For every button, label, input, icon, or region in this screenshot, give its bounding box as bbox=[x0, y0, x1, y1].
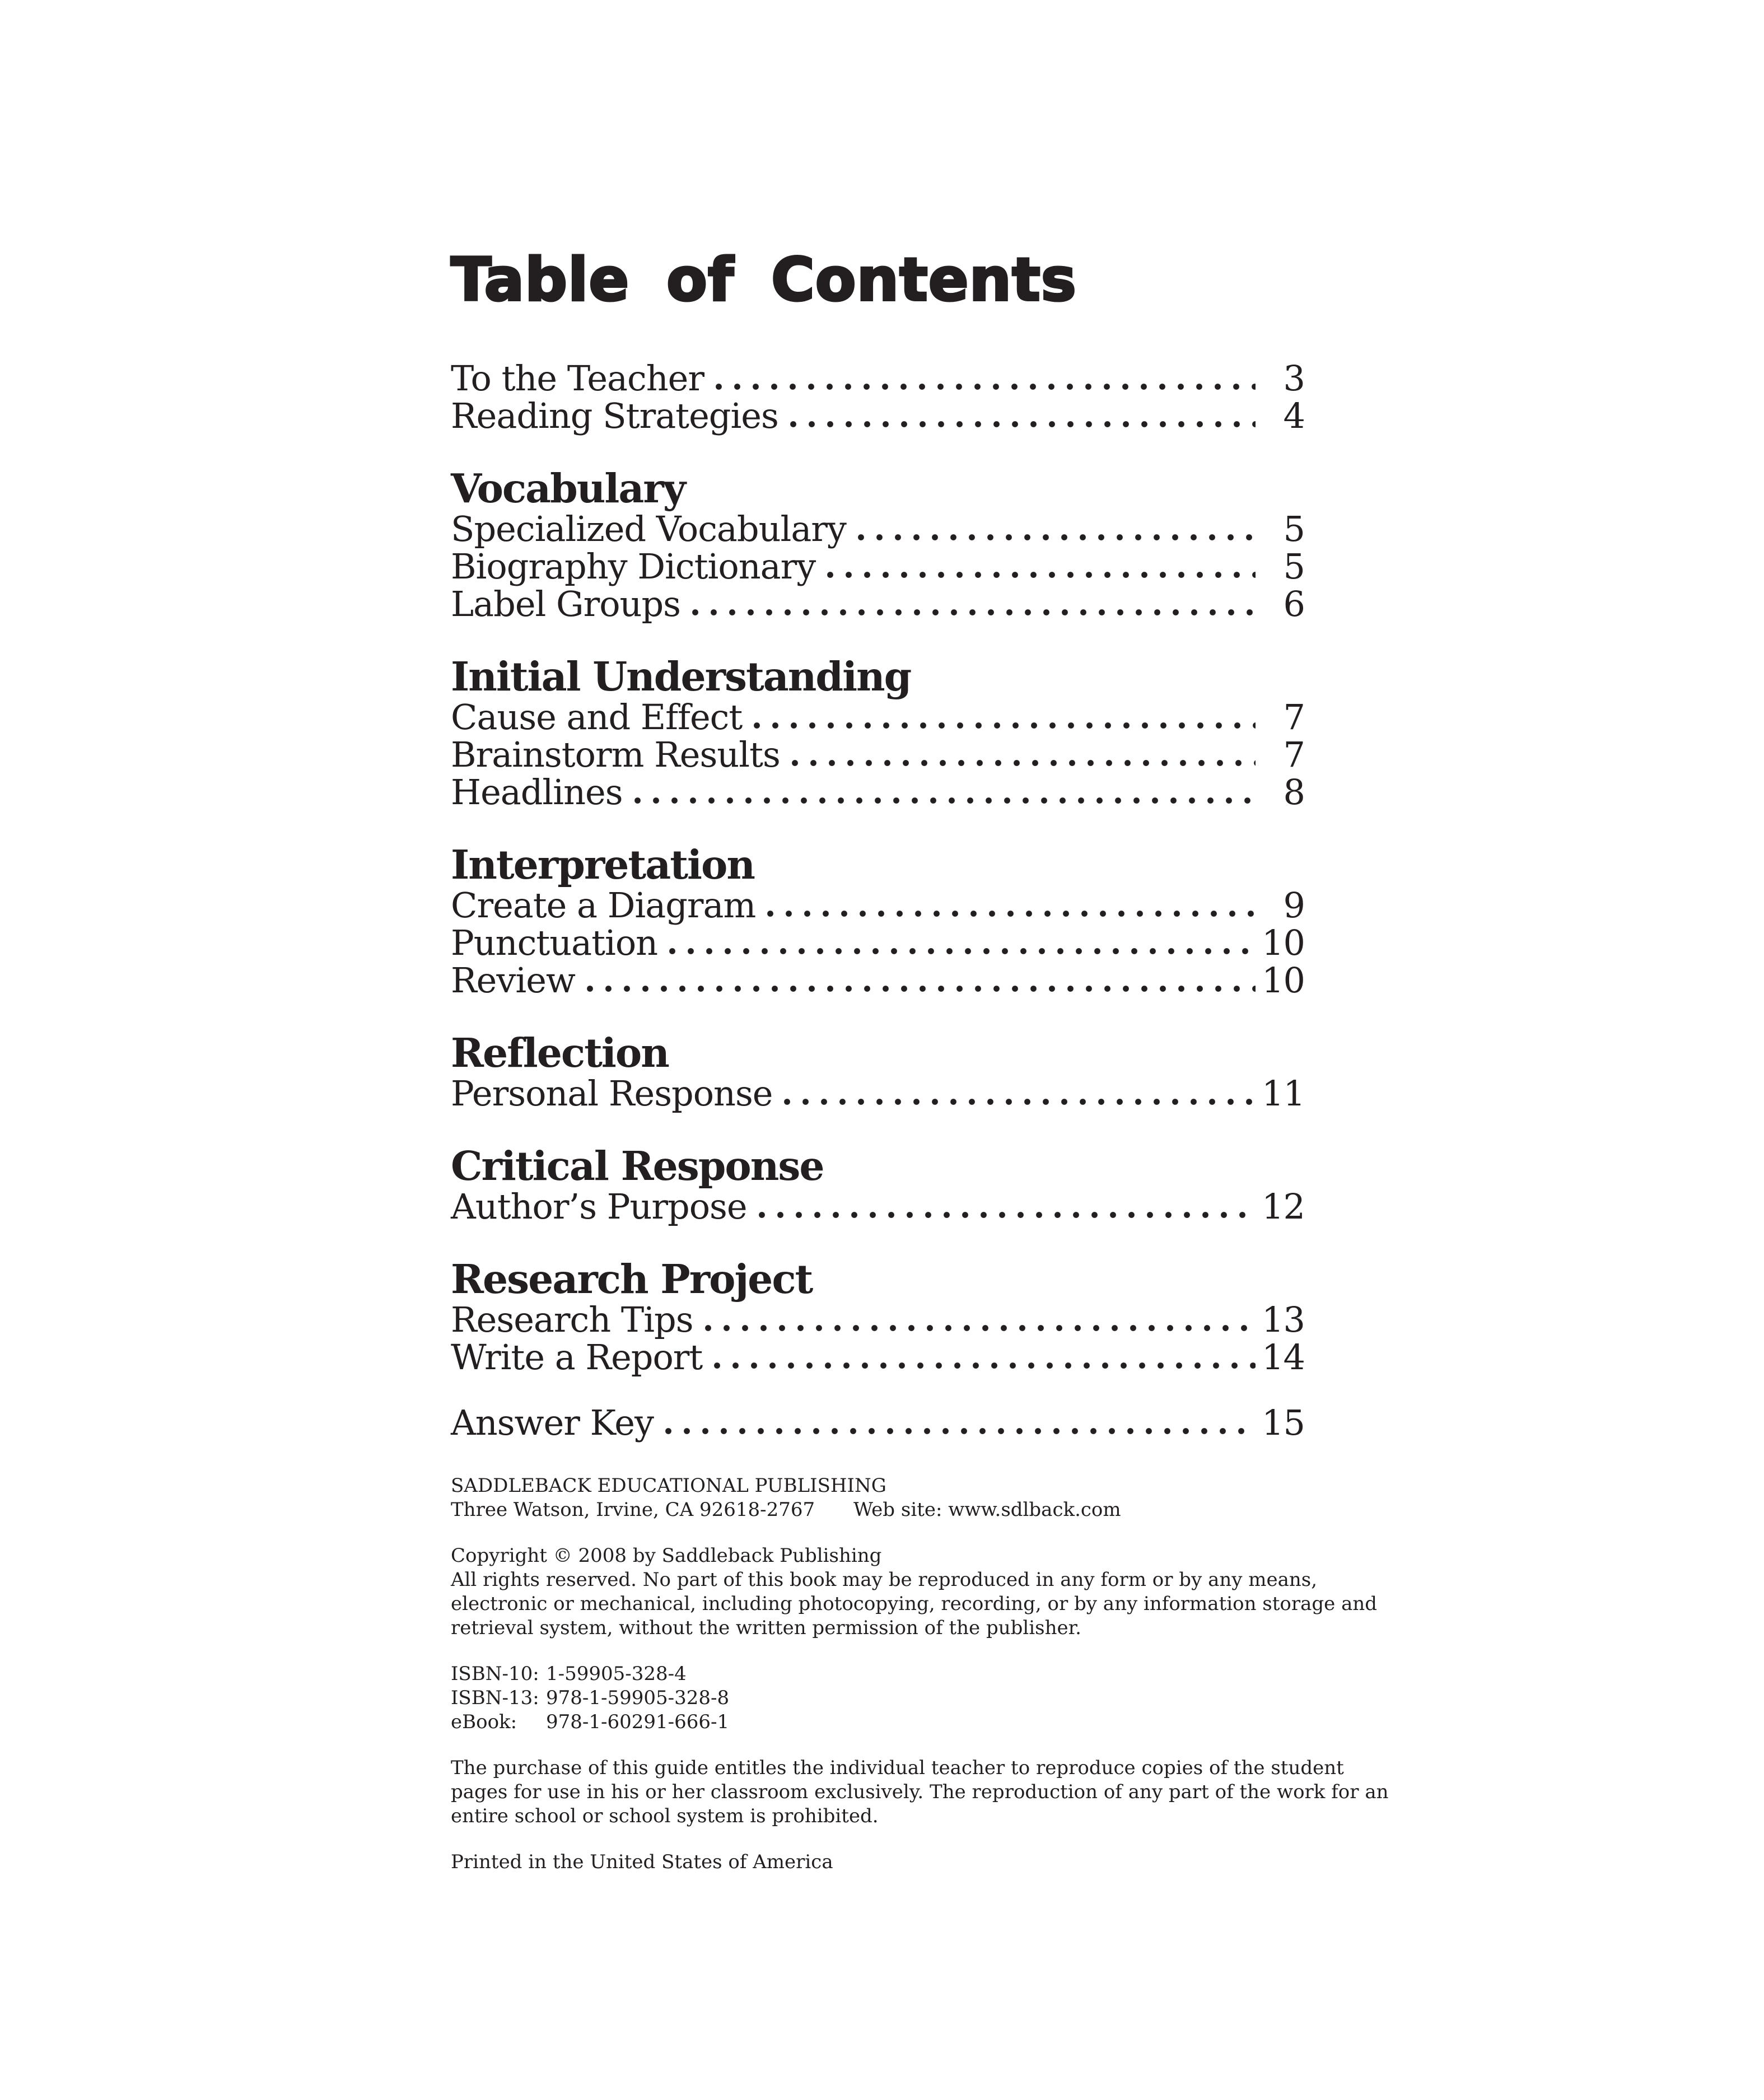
copyright-line: Copyright © 2008 by Saddleback Publishing bbox=[451, 1544, 882, 1567]
page-title: Table of Contents bbox=[451, 245, 1077, 314]
toc-entry-label: Punctuation bbox=[451, 922, 658, 963]
toc-entry-label: Create a Diagram bbox=[451, 885, 756, 926]
toc-entry-label: Research Tips bbox=[451, 1299, 693, 1340]
toc-entry-page: 8 bbox=[1283, 772, 1305, 813]
dot-leader bbox=[715, 383, 1256, 390]
section-heading: Critical Response bbox=[451, 1142, 824, 1189]
toc-entry-page: 13 bbox=[1262, 1299, 1305, 1340]
section-heading: Interpretation bbox=[451, 841, 754, 888]
toc-entry-page: 10 bbox=[1262, 922, 1305, 963]
toc-entry bbox=[451, 698, 1305, 736]
toc-section-research-project bbox=[451, 1257, 1305, 1376]
toc-entry-answer-key bbox=[451, 1404, 1305, 1441]
toc-entry-label: Label Groups bbox=[451, 584, 680, 624]
toc-entry bbox=[451, 924, 1305, 962]
toc-entry-page: 10 bbox=[1262, 960, 1305, 1001]
toc-entry-page: 15 bbox=[1262, 1402, 1305, 1443]
toc-entry-page: 4 bbox=[1283, 395, 1305, 436]
toc-entry bbox=[451, 1188, 1305, 1225]
toc-section-interpretation bbox=[451, 843, 1305, 999]
toc-entry-page: 5 bbox=[1283, 546, 1305, 587]
dot-leader bbox=[790, 421, 1256, 428]
toc-entry bbox=[451, 1338, 1305, 1376]
toc-entry bbox=[451, 962, 1305, 999]
toc-entry-label: Author’s Purpose bbox=[451, 1186, 747, 1227]
toc-entry-label: Biography Dictionary bbox=[451, 546, 816, 587]
publisher-address-line bbox=[451, 1498, 1403, 1522]
toc-front-list bbox=[451, 360, 1305, 435]
toc-entry-label: To the Teacher bbox=[451, 358, 704, 399]
toc-entry-label: Specialized Vocabulary bbox=[451, 508, 846, 549]
toc-entry-label: Headlines bbox=[451, 772, 623, 813]
dot-leader bbox=[758, 1211, 1256, 1219]
isbn-value: 978-1-60291-666-1 bbox=[546, 1711, 730, 1733]
toc-entry-label: Cause and Effect bbox=[451, 697, 743, 738]
dot-leader bbox=[767, 910, 1256, 917]
dot-leader bbox=[713, 1362, 1256, 1369]
toc-entry-label: Reading Strategies bbox=[451, 395, 778, 436]
toc-entry-page: 14 bbox=[1262, 1337, 1305, 1378]
dot-leader bbox=[827, 571, 1256, 578]
toc-entry bbox=[451, 736, 1305, 773]
toc-entry-page: 3 bbox=[1283, 358, 1305, 399]
isbn-label: eBook: bbox=[451, 1711, 517, 1733]
isbn-block bbox=[451, 1662, 1403, 1734]
toc-entry bbox=[451, 548, 1305, 585]
copyright-block bbox=[451, 1544, 1403, 1640]
dot-leader bbox=[753, 722, 1256, 729]
section-heading: Research Project bbox=[451, 1256, 813, 1303]
rights-notice: All rights reserved. No part of this book may be reproduced in any form or by any means, electronic or mechanical, including photocopying, recording, or by any information storage and retrieval system, without the written permission of the publisher. bbox=[451, 1569, 1378, 1639]
toc-entry-label: Write a Report bbox=[451, 1337, 703, 1378]
publisher-info bbox=[451, 1474, 1403, 1874]
dot-leader bbox=[634, 797, 1256, 804]
section-heading: Reflection bbox=[451, 1029, 669, 1076]
isbn-value: 978-1-59905-328-8 bbox=[546, 1687, 730, 1709]
purchase-notice: The purchase of this guide entitles the individual teacher to reproduce copies of the student pages for use in his or her classroom exclusively. The reproduction of any part of the work for an entire school or school system is prohibited. bbox=[451, 1757, 1389, 1827]
toc-entry-page: 7 bbox=[1283, 697, 1305, 738]
toc-entry bbox=[451, 1075, 1305, 1112]
printed-line: Printed in the United States of America bbox=[451, 1851, 833, 1873]
toc-entry bbox=[451, 360, 1305, 397]
toc-section-reflection bbox=[451, 1031, 1305, 1112]
section-heading: Vocabulary bbox=[451, 465, 685, 512]
toc-entry-page: 5 bbox=[1283, 508, 1305, 549]
dot-leader bbox=[669, 948, 1256, 955]
toc-entry-page: 6 bbox=[1283, 584, 1305, 624]
toc-entry bbox=[451, 397, 1305, 435]
toc-entry bbox=[451, 510, 1305, 548]
toc-entry-label: Brainstorm Results bbox=[451, 734, 780, 775]
toc-entry bbox=[451, 585, 1305, 623]
toc-section-vocabulary bbox=[451, 466, 1305, 623]
publisher-address: Three Watson, Irvine, CA 92618-2767 bbox=[451, 1499, 815, 1521]
isbn-label: ISBN-13: bbox=[451, 1687, 539, 1709]
toc-entry-label: Review bbox=[451, 960, 575, 1001]
dot-leader bbox=[791, 759, 1256, 767]
dot-leader bbox=[692, 609, 1256, 616]
page-content bbox=[451, 245, 1389, 1896]
isbn-label: ISBN-10: bbox=[451, 1663, 539, 1685]
isbn-value: 1-59905-328-4 bbox=[546, 1663, 687, 1685]
dot-leader bbox=[857, 534, 1256, 541]
toc-entry bbox=[451, 1301, 1305, 1338]
toc-section-initial-understanding bbox=[451, 655, 1305, 811]
publisher-block bbox=[451, 1474, 1403, 1522]
dot-leader bbox=[783, 1098, 1256, 1105]
toc-entry-page: 11 bbox=[1262, 1073, 1305, 1114]
section-heading: Initial Understanding bbox=[451, 653, 911, 700]
toc-entry-page: 7 bbox=[1283, 734, 1305, 775]
dot-leader bbox=[586, 985, 1256, 992]
publisher-name: SADDLEBACK EDUCATIONAL PUBLISHING bbox=[451, 1474, 886, 1497]
toc-entry-page: 9 bbox=[1283, 885, 1305, 926]
dot-leader bbox=[704, 1324, 1256, 1332]
toc-section-critical-response bbox=[451, 1144, 1305, 1225]
toc-entry bbox=[451, 773, 1305, 811]
dot-leader bbox=[665, 1427, 1256, 1435]
publisher-website: Web site: www.sdlback.com bbox=[853, 1499, 1121, 1521]
toc-entry-page: 12 bbox=[1262, 1186, 1305, 1227]
toc-entry-label: Personal Response bbox=[451, 1073, 773, 1114]
toc-entry-label: Answer Key bbox=[451, 1402, 654, 1443]
toc-entry bbox=[451, 886, 1305, 924]
